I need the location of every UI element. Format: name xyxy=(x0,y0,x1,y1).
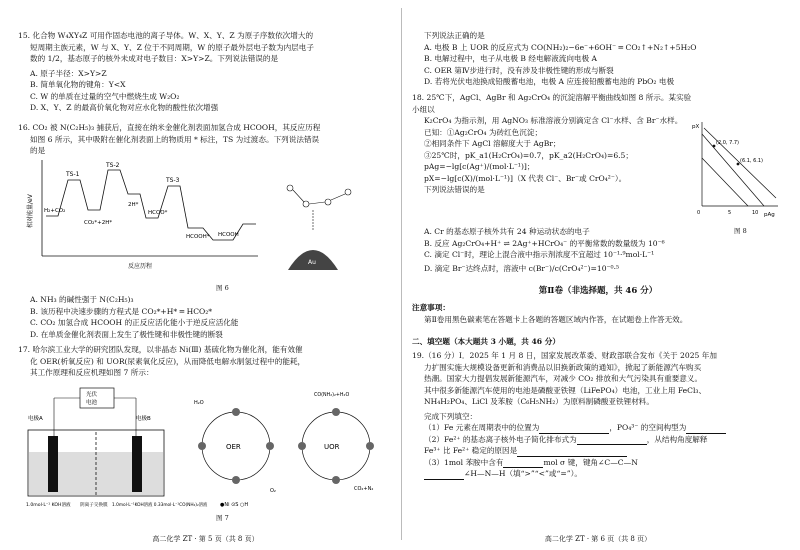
q18-line2: K₂CrO₄ 为指示剂，用 AgNO₃ 标准溶液分别滴定含 Cl⁻水样、含 Br⁻水样。 xyxy=(424,116,683,125)
right-page xyxy=(412,0,784,550)
fig7-membrane: 阴离子交换膜 xyxy=(80,503,108,508)
q16-option-c: C. CO₂ 加氢合成 HCOOH 的正反应活化能小于逆反应活化能 xyxy=(30,318,239,327)
q19-line-1: 力扩围实施大规模设备更新和消费品以旧换新政策的通知》，掀起了新能源汽车购买 xyxy=(424,362,702,372)
fig7-koh-left: 1.0mol·L⁻¹ KOH溶液 xyxy=(26,503,71,508)
q15-line3: 数的 1/2，基态原子的核外未成对电子数目：X>Y>Z。下列说法错误的是 xyxy=(30,54,279,63)
q18-known-1: 已知：①Ag₂CrO₄ 为砖红色沉淀； xyxy=(424,127,543,137)
q19-sub2-a: （2）Fe²⁺ 的基态离子核外电子简化排布式为 xyxy=(424,434,577,444)
q19-sub2c xyxy=(412,445,784,457)
fig7-urea: CO(NH₂)₂+H₂O xyxy=(314,393,350,398)
figure-6 xyxy=(28,158,388,276)
q17-option-b: B. 电解过程中，电子从电极 B 经电解液流向电极 A xyxy=(424,54,597,63)
q19-sub2-c: Fe³⁺ 比 Fe²⁺ 稳定的原因是 xyxy=(424,446,518,455)
fig7-battery: 电池 xyxy=(86,400,98,406)
q18-intro2: 下列说法错误的是 xyxy=(424,185,485,194)
q19-sub1-b: ，PO₄³⁻ 的空间构型为 xyxy=(609,423,687,432)
q15-line1: 15. 化合物 W₄XY₄Z 可用作固态电池的离子导体。W、X、Y、Z 为原子序数依次增大的 xyxy=(18,31,314,40)
fig7-electrode-a: 电极A xyxy=(28,416,43,422)
fig7-pv: 光伏 xyxy=(86,392,98,398)
q19-task: 完成下列填空： xyxy=(424,411,478,421)
q19-line-3: 其中很多新能源汽车使用的电池是磷酸亚铁锂（LiFePO₄）电池，工业上用 FeCl₃、 xyxy=(424,385,707,395)
right-footer: 高二化学 ZT · 第 6 页（共 8 页） xyxy=(544,535,652,543)
question-19 xyxy=(412,350,784,480)
electrode-a xyxy=(48,436,58,492)
q19-sub1-a: （1）Fe 元素在周期表中的位置为 xyxy=(424,423,540,432)
q16-option-d: D. 在单质金催化剂表面上发生了极性键和非极性键的断裂 xyxy=(30,329,223,339)
q19-sub3-b: mol σ 键，键角∠C—C—N xyxy=(543,457,638,467)
q15-option-c: C. W 的单质在过量的空气中燃烧生成 W₂O₂ xyxy=(30,91,180,101)
q19-sub3-a: （3）1mol 苯胺中含有 xyxy=(424,457,504,467)
q16-option-a: A. NH₃ 的碱性强于 N(C₂H₅)₃ xyxy=(30,295,134,304)
q17-intro: 下列说法正确的是 xyxy=(424,31,485,40)
q17-line3: 其工作原理和反应机理如图 7 所示： xyxy=(30,368,154,377)
q18-option-d: D. 滴定 Br⁻达终点时，溶液中 c(Br⁻)/c(CrO₄²⁻)=10⁻⁰·⁵ xyxy=(424,263,620,273)
figure-7-caption: 图 7 xyxy=(216,514,229,522)
fig6-au: Au xyxy=(308,259,316,266)
question-16 xyxy=(18,122,393,157)
q16-options xyxy=(18,294,393,340)
electrode-b xyxy=(132,436,142,492)
q16-line1: 16. CO₂ 被 N(C₂H₅)₃ 捕获后，直接在纳米金催化剂表面加氢合成 HCOOH，其反应历程 xyxy=(18,123,321,132)
fig7-co2n2: CO₂+N₂ xyxy=(354,486,374,492)
part-2-title: 第Ⅱ卷（非选择题，共 46 分） xyxy=(538,286,658,296)
q19-answer-2b[interactable] xyxy=(517,448,627,457)
q19-line-2: 热潮。国家大力提倡发展新能源汽车，对减少 CO₂ 排放和大气污染具有重要意义。 xyxy=(424,374,703,383)
section-2-title: 二、填空题（本大题共 3 小题，共 46 分） xyxy=(412,337,560,346)
q18-option-b: B. 反应 Ag₂CrO₄+H⁺ ⇌ 2Ag⁺+HCrO₄⁻ 的平衡常数的数量级为 10⁻⁶ xyxy=(424,238,665,248)
q17-continued xyxy=(412,30,784,88)
fig6-hcoo: HCOO* xyxy=(148,210,168,216)
q19-sub2 xyxy=(412,434,784,446)
fig8-x10: 10 xyxy=(752,210,759,216)
fig6-ts1: TS-1 xyxy=(66,171,80,178)
fig7-oer: OER xyxy=(226,443,241,451)
q19-sub3 xyxy=(412,457,784,469)
fig7-electrode-b: 电极B xyxy=(136,416,151,422)
q15-option-a: A. 原子半径：X>Y>Z xyxy=(30,68,107,78)
fig6-hcooh-ads: HCOOH* xyxy=(186,234,210,240)
fig6-ts3: TS-3 xyxy=(166,177,180,184)
figure-8 xyxy=(690,118,782,224)
notice-text: 第Ⅱ卷用黑色碳素笔在答题卡上各题的答题区域内作答，在试题卷上作答无效。 xyxy=(424,314,688,324)
q19-sub2-b: ，从结构角度解释 xyxy=(646,434,708,444)
q19-sub3c xyxy=(412,468,784,480)
fig6-hcooh: HCOOH xyxy=(218,232,239,238)
q15-option-b: B. 简单氧化物的键角：Y<X xyxy=(30,80,126,89)
fig6-xlabel: 反应历程 xyxy=(128,263,153,270)
fig8-x0: 0 xyxy=(697,210,701,216)
q19-answer-3b[interactable] xyxy=(424,471,464,480)
q18-line1: 18. 25℃下，AgCl、AgBr 和 Ag₂CrO₄ 的沉淀溶解平衡曲线如图 8 所示。某实验小组以 xyxy=(412,93,692,114)
fig8-point-2: (6.1, 6.1) xyxy=(740,158,763,164)
figure-8-caption: 图 8 xyxy=(734,227,747,235)
column-divider xyxy=(401,8,402,540)
fig7-uor: UOR xyxy=(324,443,340,451)
q18-known-3: ③25℃时，pK_a1(H₂CrO₄)=0.7，pK_a2(H₂CrO₄)=6.5； xyxy=(424,150,633,160)
fig8-xlabel: pAg xyxy=(764,212,775,218)
q19-line-4: NH₄H₂PO₄、LiCl 及苯胺（C₆H₅NH₂）为原料制磷酸亚铁锂材料。 xyxy=(424,397,654,406)
q16-option-b: B. 该历程中决速步骤的方程式是 CO₂*+H* ═ HCO₂* xyxy=(30,306,213,316)
fig8-point-1: (2.0, 7.7) xyxy=(716,140,739,146)
q19-head: 19.（16 分）Ⅰ．2025 年 1 月 8 日，国家发展改革委、财政部联合发布《关于 2025 年加 xyxy=(412,351,717,360)
fig6-co2-2h: CO₂*+2H* xyxy=(84,220,113,226)
left-page xyxy=(18,0,393,550)
q17-option-c: C. OER 第Ⅳ步进行时，没有涉及非极性键的形成与断裂 xyxy=(424,65,614,75)
fig6-ts2: TS-2 xyxy=(106,162,120,169)
fig7-koh-right: 1.0mol·L⁻¹KOH溶液 0.33mol·L⁻¹CO(NH₂)₂溶液 xyxy=(112,503,208,508)
fig6-h2co2: H₂+CO₂ xyxy=(44,208,66,214)
q15-line2: 短周期主族元素，W 与 X、Y、Z 位于不同周期，W 的原子最外层电子数为内层电子 xyxy=(30,42,314,52)
q19-answer-1b[interactable] xyxy=(686,425,726,434)
question-18 xyxy=(412,92,694,196)
q16-line2: 如图 6 所示，其中吸附在催化剂表面上的物质用 * 标注，TS 为过渡态。下列说法错误 xyxy=(30,134,320,144)
notice xyxy=(412,302,784,325)
fig7-o2: O₂ xyxy=(270,488,276,494)
question-15 xyxy=(18,30,393,114)
q16-line3: 的是 xyxy=(30,146,46,155)
q19-answer-1a[interactable] xyxy=(539,425,609,434)
left-footer: 高二化学 ZT · 第 5 页（共 8 页） xyxy=(152,535,259,543)
q17-option-d: D. 若将光伏电池换成铅酸蓄电池，电极 A 应连接铅酸蓄电池的 PbO₂ 电极 xyxy=(424,77,675,86)
q18-options xyxy=(412,226,784,274)
fig8-ylabel: pX xyxy=(692,124,700,130)
question-17 xyxy=(18,344,393,379)
fig8-x5: 5 xyxy=(728,210,732,216)
figure-7 xyxy=(24,382,392,512)
q19-sub3-c: ∠H—N—H（填“>”“<”或“=”）。 xyxy=(464,469,582,478)
figure-6-caption: 图 6 xyxy=(216,284,229,292)
q19-answer-3a[interactable] xyxy=(503,459,543,468)
q18-known-2: ②相同条件下 AgCl 溶解度大于 AgBr； xyxy=(424,139,561,148)
q15-option-d: D. X、Y、Z 的最高价氧化物对应水化物的酸性依次增强 xyxy=(30,103,219,112)
q18-option-a: A. Cr 的基态原子核外共有 24 种运动状态的电子 xyxy=(424,227,590,236)
fig6-ylabel: 相对能量/eV xyxy=(27,194,34,228)
fig6-2h: 2H* xyxy=(128,202,139,208)
notice-title: 注意事项： xyxy=(412,303,450,312)
q18-known-4: pAg=−lg[c(Ag⁺)/(mol·L⁻¹)]； xyxy=(424,162,535,171)
fig7-h2o: H₂O xyxy=(194,400,204,406)
q18-option-c: C. 滴定 Cl⁻时，理论上混合液中指示剂浓度不宜超过 10⁻¹·⁹mol·L⁻¹ xyxy=(424,250,655,259)
q17-line1: 17. 哈尔滨工业大学的研究团队发现，以非晶态 Ni(Ⅲ) 基硫化物为催化剂，能有效催 xyxy=(18,345,303,354)
q18-known-5: pX=−lg[c(X)/(mol·L⁻¹)]（X 代表 Cl⁻、Br⁻或 CrO₄²⁻）。 xyxy=(424,173,627,183)
q17-line2: 化 OER(析氧反应) 和 UOR(尿素氧化反应)，从而降低电解水制氢过程中的能耗， xyxy=(30,356,306,366)
q19-sub1 xyxy=(412,422,784,434)
fig7-legend: ●Ni ⊙S ○H xyxy=(220,502,249,508)
q19-answer-2a[interactable] xyxy=(577,436,647,445)
q17-option-a: A. 电极 B 上 UOR 的反应式为 CO(NH₂)₂−6e⁻+6OH⁻ ═ CO₂↑+N₂↑+5H₂O xyxy=(424,42,697,52)
